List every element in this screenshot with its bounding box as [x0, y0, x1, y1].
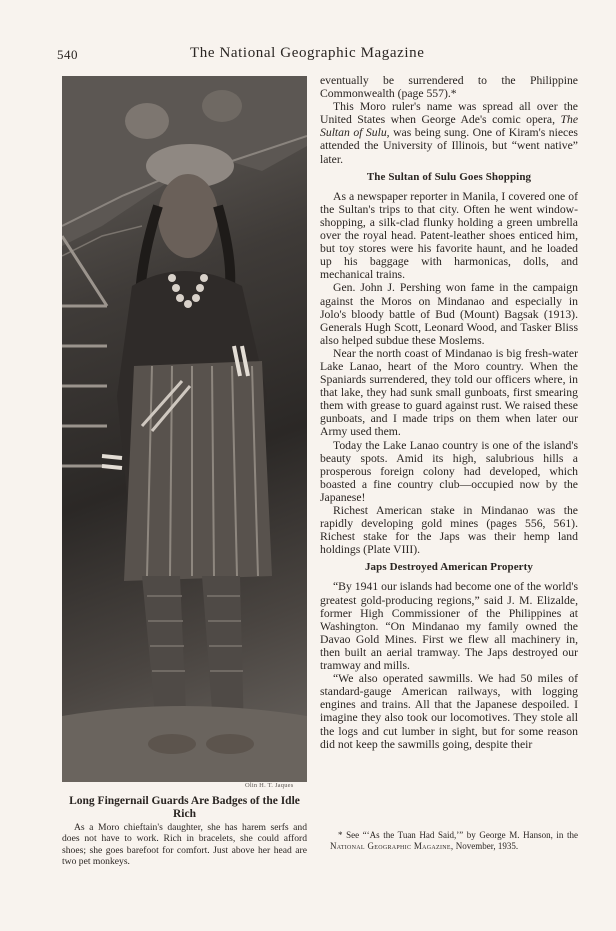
paragraph: “By 1941 our islands had become one of the world's greatest gold-producing regions,” said J. M. Elizalde, former High Commissioner of the Philippines at Washington. “On Mindanao my family owned the Davao Gold Mines. First we flew all machinery in, then built an aerial tramway. The Japs destroyed our tramway and mills. [320, 580, 578, 673]
right-foot [206, 734, 254, 754]
paragraph: Richest American stake in Mindanao was the rapidly developing gold mines (pages 556, 561). Richest stake for the Japs was their hemp land holdings (Plate VIII). [320, 504, 578, 557]
paragraph: This Moro ruler's name was spread all over the United States when George Ade's comic opera, The Sultan of Sulu, was being sung. One of Kiram's nieces attended the University of Illinois, but “went native” later. [320, 100, 578, 166]
opera-title: The Sultan of Sulu, [320, 113, 578, 140]
section-heading: Japs Destroyed American Property [364, 561, 534, 574]
paragraph: Gen. John J. Pershing won fame in the campaign against the Moros on Mindanao and especially in Jolo's bloody battle of Bud (Mount) Bagsak (1913). Generals Hugh Scott, Leonard Wood, and Tasker Bliss also helped subdue these Moslems. [320, 281, 578, 347]
paragraph: Today the Lake Lanao country is one of the island's beauty spots. Amid its high, salubrious hills a prosperous foreign colony had developed, which boasted a fine country club—occupied now by the Japanese! [320, 438, 578, 504]
photo-illustration [62, 76, 307, 782]
photo-moro-girl [62, 76, 307, 782]
caption-title: Long Fingernail Guards Are Badges of the Idle Rich [69, 795, 300, 820]
paragraph: eventually be surrendered to the Philippine Commonwealth (page 557).* [320, 74, 578, 101]
monkey-left [125, 103, 169, 139]
striped-skirt [124, 361, 272, 581]
page-number: 540 [57, 47, 78, 62]
monkey-right [202, 90, 242, 122]
article-column [320, 74, 578, 751]
paragraph: “We also operated sawmills. We had 50 miles of standard-gauge American railways, with logging engines and trains. All that the Japanese despoiled. I imagine they also took our locomotives. They stole all the logs and cut lumber in sight, but for some reason did not keep the sawmills going, despite their [320, 672, 578, 751]
footnote: * See “‘As the Tuan Had Said,’” by George M. Hanson, in the National Geographic Magazine, November, 1935. [330, 830, 578, 851]
paragraph: As a newspaper reporter in Manila, I covered one of the Sultan's trips to that city. Often he went window-shopping, a silk-clad flunky holding a green umbrella over the royal head. Patent-leather shoes enticed him, but toy stores were his favorite haunt, and he loaded up his baggage with harmonicas, dolls, and mechanical trains. [320, 189, 578, 282]
face [158, 174, 218, 258]
stairs [62, 236, 107, 466]
left-foot [148, 734, 196, 754]
section-heading: The Sultan of Sulu Goes Shopping [366, 170, 532, 183]
photo-credit: Olin H. T. Jaques [245, 782, 294, 789]
caption-body: As a Moro chieftain's daughter, she has harem serfs and does not have to work. Rich in bracelets, she could afford shoes; she goes barefoot for comfort. Just above her head are two pet monkeys. [62, 822, 307, 868]
magazine-name: National Geographic Magazine, [330, 841, 454, 851]
paragraph: Near the north coast of Mindanao is big fresh-water Lake Lanao, heart of the Moro country. When the Spaniards surrendered, they told our officers where, in that lake, they had sunk small gunboats, first smearing them with grease to guard against rust. We raised these gunboats, and I made trips on them when later our Army used them. [320, 346, 578, 439]
running-head: The National Geographic Magazine [190, 45, 425, 61]
